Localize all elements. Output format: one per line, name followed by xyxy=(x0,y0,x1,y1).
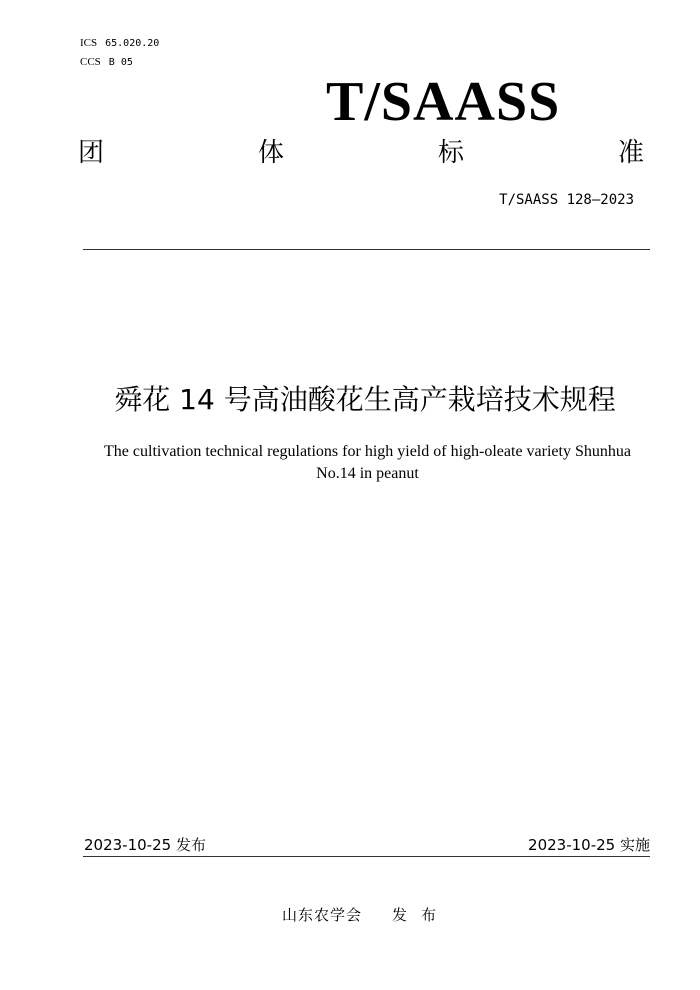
ccs-label: CCS xyxy=(80,56,101,68)
standard-type-char: 团 xyxy=(78,138,105,168)
standard-type xyxy=(78,136,644,170)
ics-value: 65.020.20 xyxy=(105,38,160,49)
issuer-line xyxy=(282,904,450,925)
header-divider xyxy=(83,249,650,250)
ccs-value: B 05 xyxy=(108,57,133,68)
ics-code xyxy=(80,34,159,53)
title-chinese: 舜花 14 号高油酸花生高产栽培技术规程 xyxy=(114,383,616,416)
standard-number: T/SAASS 128—2023 xyxy=(499,192,634,208)
issue-action: 发布 xyxy=(392,906,451,924)
standard-type-char: 体 xyxy=(257,138,284,168)
issuer-name: 山东农学会 xyxy=(282,906,363,924)
standard-type-char: 准 xyxy=(617,138,644,168)
publish-date: 2023-10-25 发布 xyxy=(84,836,206,854)
ics-label: ICS xyxy=(80,37,98,49)
standard-type-char: 标 xyxy=(437,138,464,168)
classification-codes xyxy=(80,34,159,72)
implement-date: 2023-10-25 实施 xyxy=(528,836,650,854)
standard-logo: T/SAASS xyxy=(326,71,561,133)
footer-divider xyxy=(83,856,650,857)
title-english: The cultivation technical regulations for high yield of high-oleate variety Shunhua No.14 in peanut xyxy=(104,443,631,482)
ccs-code xyxy=(80,53,159,72)
